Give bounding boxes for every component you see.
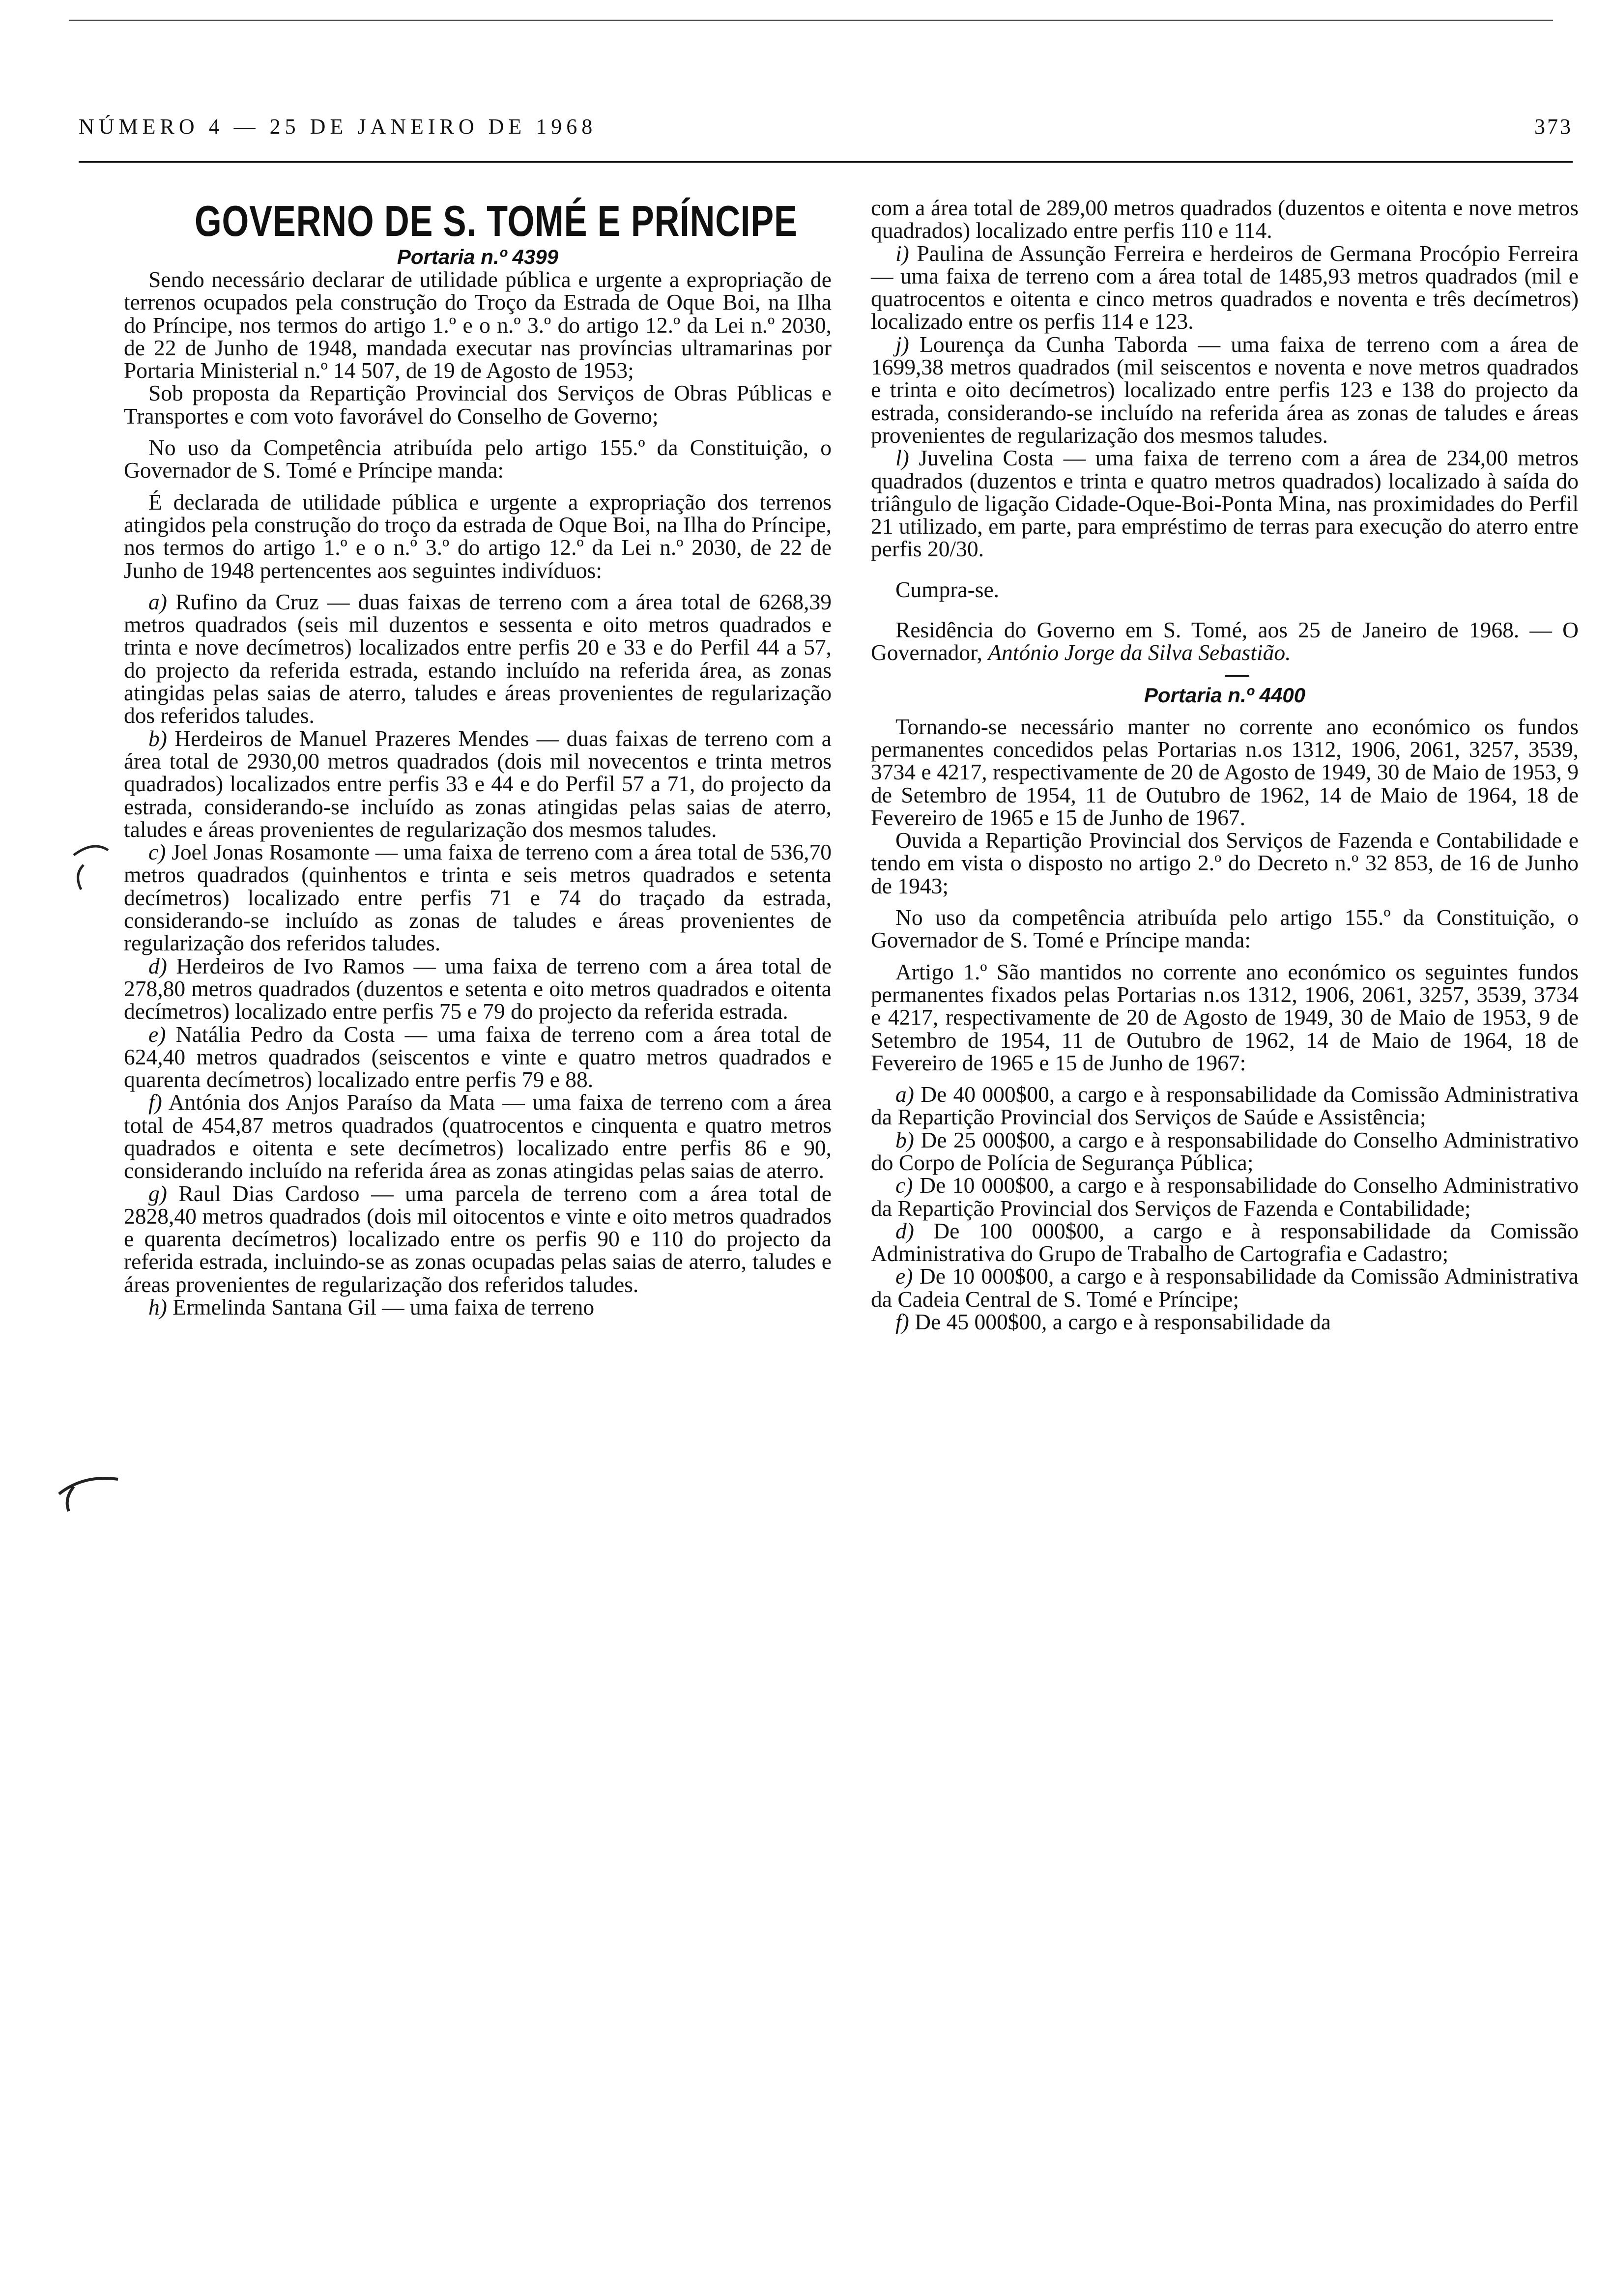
margin-pen-mark-icon (64, 835, 118, 894)
list-item: f) De 45 000$00, a cargo e à responsabilidade da (895, 1309, 1331, 1335)
portaria-4399-heading: Portaria n.º 4399 (397, 245, 559, 268)
continued-item-text: com a área total de 289,00 metros quadrados (duzentos e oitenta e nove metros quadrados) localizado entre perfis 110 e 114. (871, 195, 1579, 243)
list-item: c) Joel Jonas Rosamonte — uma faixa de terreno com a área total de 536,70 metros quadrados (quinhentos e trinta e seis metros quadrados e setenta decímetros) localizado entre perfis 71 e 74 do traçado da estrada, considerando-se incluído as zonas de taludes e áreas provenientes de regularização dos referidos taludes. (124, 839, 832, 956)
paragraph-considerando: Sendo necessário declarar de utilidade pública e urgente a expropriação de terrenos ocupados pela construção do Troço da Estrada de Oque Boi, na Ilha do Príncipe, nos termos do artigo 1.º e o n.º 3.º do artigo 12.º da Lei n.º 2030, de 22 de Junho de 1948, mandada executar nas províncias ultramarinas por Portaria Ministerial n.º 14 507, de 19 de Agosto de 1953; (124, 267, 832, 383)
page-top-edge (69, 20, 1553, 21)
list-item: c) De 10 000$00, a cargo e à responsabilidade do Conselho Administrativo da Repartição Provincial dos Serviços de Fazenda e Contabilidade; (871, 1173, 1579, 1221)
running-header (79, 114, 1573, 148)
paragraph-tornando: Tornando-se necessário manter no corrente ano económico os fundos permanentes concedidos pelas Portarias n.os 1312, 1906, 2061, 3257, 3539, 3734 e 4217, respectivamente de 20 de Agosto de 1949, 30 de Maio de 1953, 9 de Setembro de 1954, 11 de Outubro de 1962, 14 de Maio de 1964, 18 de Fevereiro de 1965 e 15 de Junho de 1967. (871, 714, 1579, 830)
list-item: j) Lourença da Cunha Taborda — uma faixa de terreno com a área de 1699,38 metros quadrados (mil seiscentos e noventa e nove metros quadrados e trinta e oito decímetros) localizado entre perfis 123 e 138 do projecto da estrada, considerando-se incluído na referida área as zonas de taludes e áreas provenientes de regularização dos mesmos taludes. (871, 331, 1579, 448)
issue-title: NÚMERO 4 — 25 DE JANEIRO DE 1968 (79, 115, 597, 139)
list-item: g) Raul Dias Cardoso — uma parcela de terreno com a área total de 2828,40 metros quadrados (dois mil oitocentos e vinte e oito metros quadrados e quarenta decímetros) localizado entre os perfis 90 e 110 do projecto da referida estrada, incluindo-se as zonas ocupadas pelas saias de aterro, taludes e áreas provenientes de regularização dos referidos taludes. (124, 1180, 832, 1297)
list-item: a) De 40 000$00, a cargo e à responsabilidade da Comissão Administrativa da Repartição Provincial dos Serviços de Saúde e Assistência; (871, 1082, 1579, 1130)
right-column (871, 197, 1579, 1333)
section-divider (871, 664, 1579, 684)
list-item: l) Juvelina Costa — uma faixa de terreno com a área de 234,00 metros quadrados (duzentos e trinta e quatro metros quadrados) localizado à saída do triângulo de ligação Cidade-Oque-Boi-Ponta Mina, nas proximidades do Perfil 21 utilizado, em parte, para empréstimo de terras para execução do aterro entre perfis 20/30. (871, 445, 1579, 562)
paragraph-proposta: Sob proposta da Repartição Provincial dos Serviços de Obras Públicas e Transportes e com voto favorável do Conselho de Governo; (124, 380, 832, 429)
margin-arrow-mark-icon (54, 1464, 123, 1514)
list-item: e) Natália Pedro da Costa — uma faixa de terreno com a área total de 624,40 metros quadrados (seiscentos e vinte e quatro metros quadrados e quarenta decímetros) localizado entre perfis 79 e 88. (124, 1021, 832, 1092)
paragraph-competencia-2: No uso da competência atribuída pelo artigo 155.º da Constituição, o Governador de S. Tomé e Príncipe manda: (871, 905, 1579, 953)
list-item: e) De 10 000$00, a cargo e à responsabilidade da Comissão Administrativa da Cadeia Central de S. Tomé e Príncipe; (871, 1263, 1579, 1312)
list-item: h) Ermelinda Santana Gil — uma faixa de terreno (148, 1294, 595, 1320)
list-item: a) Rufino da Cruz — duas faixas de terreno com a área total de 6268,39 metros quadrados (seis mil duzentos e sessenta e oito metros quadrados e trinta e nove decímetros) localizados entre perfis 20 e 33 e do Perfil 44 a 57, do projecto da referida estrada, estando incluído na referida área, as zonas atingidas pelas saias de aterro, taludes e áreas provenientes de regularização dos referidos taludes. (124, 589, 832, 728)
government-heading: GOVERNO DE S. TOMÉ E PRÍNCIPE (195, 197, 798, 245)
list-item: i) Paulina de Assunção Ferreira e herdeiros de Germana Procópio Ferreira — uma faixa de terreno com a área total de 1485,93 metros quadrados (mil e quatrocentos e oitenta e cinco metros quadrados e noventa e três decímetros) localizado entre os perfis 114 e 123. (871, 240, 1579, 334)
paragraph-artigo-1: Artigo 1.º São mantidos no corrente ano económico os seguintes fundos permanentes fixados pelas Portarias n.os 1312, 1906, 2061, 3257, 3539, 3734 e 4217, respectivamente de 20 de Agosto de 1949, 30 de Maio de 1953, 9 de Setembro de 1954, 11 de Outubro de 1962, 14 de Maio de 1964, 18 de Fevereiro de 1965 e 15 de Junho de 1967: (871, 959, 1579, 1075)
paragraph-declaracao: É declarada de utilidade pública e urgente a expropriação dos terrenos atingidos pela construção do troço da estrada de Oque Boi, na Ilha do Príncipe, nos termos do artigo 1.º e o n.º 3.º do artigo 12.º da Lei n.º 2030, de 22 de Junho de 1948 pertencentes aos seguintes indivíduos: (124, 489, 832, 583)
list-item: f) Antónia dos Anjos Paraíso da Mata — uma faixa de terreno com a área total de 454,87 metros quadrados (quatrocentos e cinquenta e quatro metros quadrados e oitenta e sete decímetros) localizado entre perfis 86 e 90, considerando incluído na referida área as zonas atingidas pelas saias de aterro. (124, 1090, 832, 1183)
portaria-4400-heading: Portaria n.º 4400 (1144, 683, 1306, 707)
paragraph-competencia: No uso da Competência atribuída pelo artigo 155.º da Constituição, o Governador de S. Tomé e Príncipe manda: (124, 435, 832, 483)
paragraph-ouvida: Ouvida a Repartição Provincial dos Serviços de Fazenda e Contabilidade e tendo em vista o disposto no artigo 2.º do Decreto n.º 32 853, de 16 de Junho de 1943; (871, 828, 1579, 898)
list-item: b) De 25 000$00, a cargo e à responsabilidade do Conselho Administrativo do Corpo de Polícia de Segurança Pública; (871, 1127, 1579, 1175)
governor-name: António Jorge da Silva Sebastião. (988, 640, 1291, 665)
list-item: b) Herdeiros de Manuel Prazeres Mendes — duas faixas de terreno com a área total de 2930,00 metros quadrados (dois mil novecentos e trinta metros quadrados) localizados entre perfis 33 e 44 e do Perfil 57 a 71, do projecto da estrada, considerando-se incluído as zonas atingidas pelas saias de aterro, taludes e áreas provenientes de regularização dos mesmos taludes. (124, 725, 832, 842)
page-number: 373 (1534, 115, 1573, 139)
left-column (124, 197, 832, 1319)
signature-paragraph: Residência do Governo em S. Tomé, aos 25 de Janeiro de 1968. — O Governador, António Jorge da Silva Sebastião. (871, 617, 1579, 665)
list-item: d) Herdeiros de Ivo Ramos — uma faixa de terreno com a área total de 278,80 metros quadrados (duzentos e setenta e oito metros quadrados e oitenta decímetros) localizado entre perfis 75 e 79 do projecto da referida estrada. (124, 953, 832, 1024)
cumpra-se: Cumpra-se. (895, 576, 1000, 602)
header-rule (79, 161, 1573, 163)
list-item: d) De 100 000$00, a cargo e à responsabilidade da Comissão Administrativa do Grupo de Trabalho de Cartografia e Cadastro; (871, 1218, 1579, 1266)
